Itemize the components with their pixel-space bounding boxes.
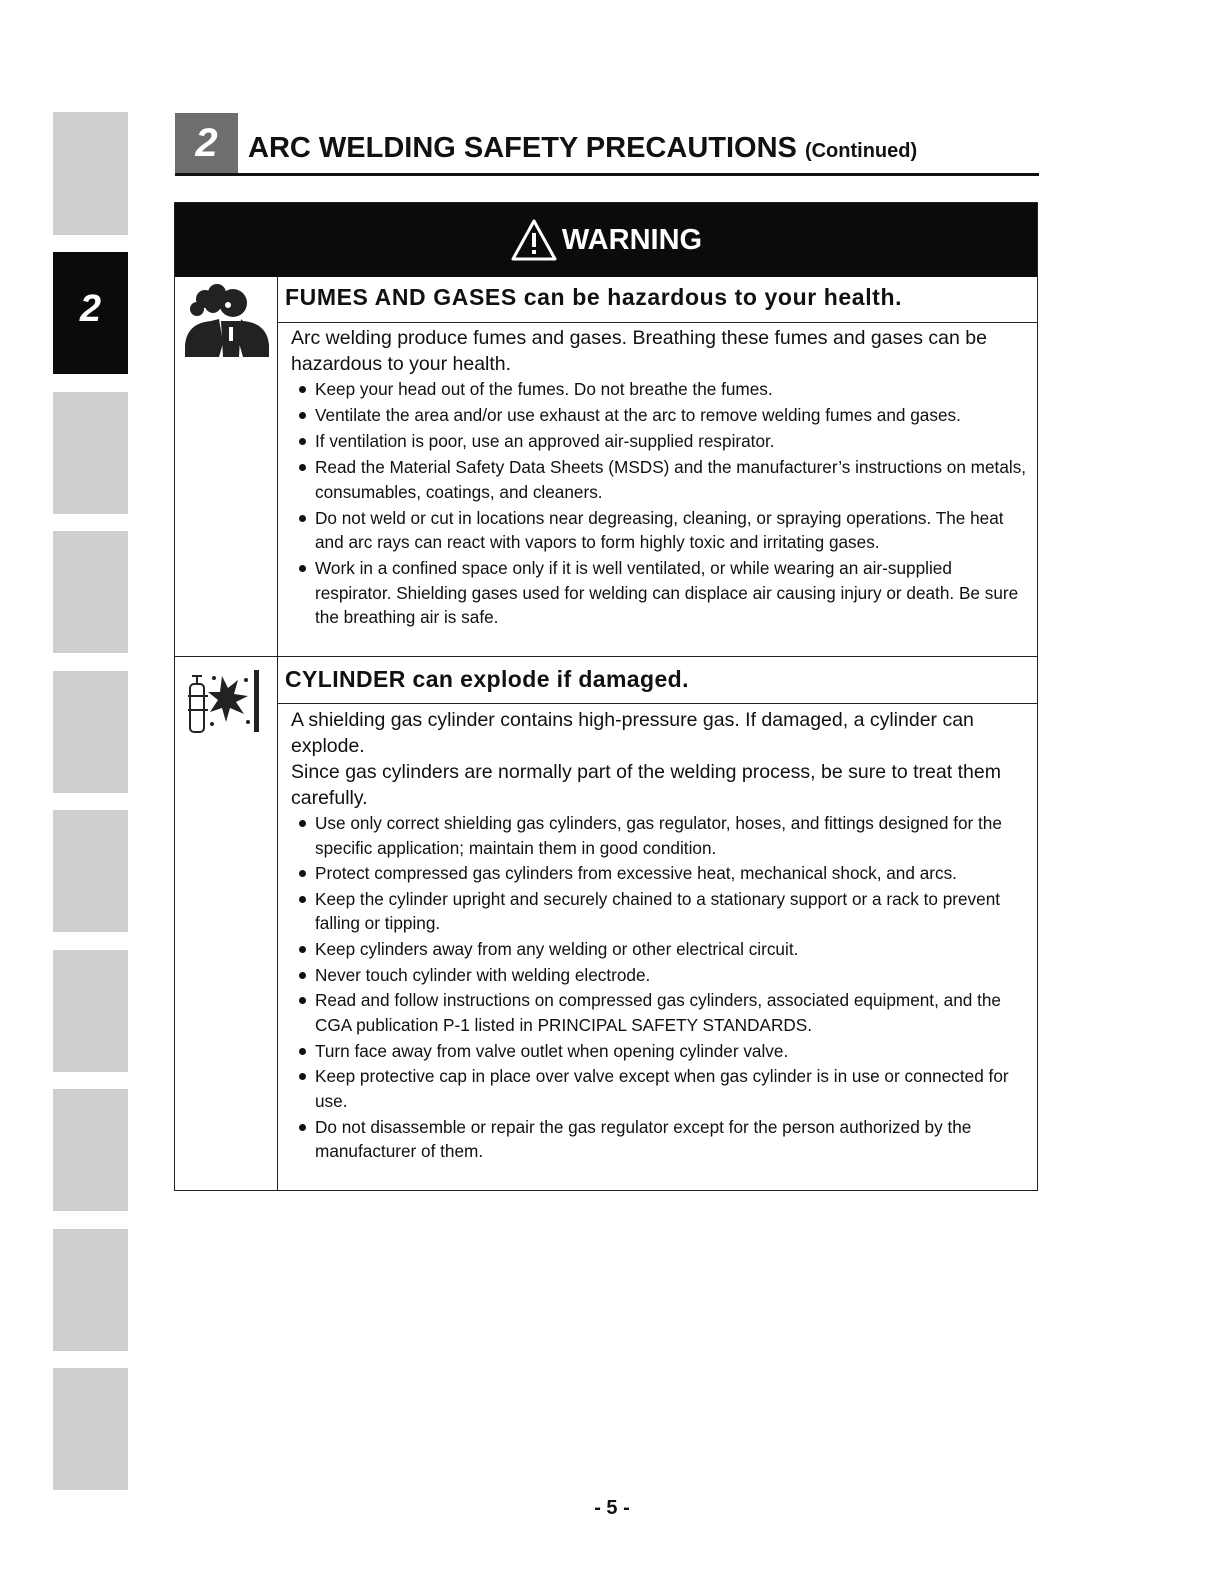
fumes-hazard-icon (183, 283, 271, 357)
chapter-tab-number: 2 (79, 288, 102, 330)
fumes-hazard-title: FUMES AND GASES can be hazardous to your health. (285, 284, 903, 310)
list-item: Keep the cylinder upright and securely chained to a stationary support or a rack to prevent falling or tipping. (291, 887, 1029, 936)
list-item: Do not disassemble or repair the gas regulator except for the person authorized by the manufacturer of them. (291, 1115, 1029, 1164)
chapter-tab (53, 671, 128, 793)
warning-triangle-icon (510, 218, 558, 262)
icon-column-divider (277, 277, 278, 1190)
chapter-tab (53, 112, 128, 235)
list-item: Use only correct shielding gas cylinders, gas regulator, hoses, and fittings designed for the specific application; maintain them in good condition. (291, 811, 1029, 860)
divider (175, 656, 1037, 657)
list-item: Keep protective cap in place over valve except when gas cylinder is in use or connected for use. (291, 1064, 1029, 1113)
chapter-tab (53, 531, 128, 653)
chapter-tab (53, 1368, 128, 1490)
section-continued-label: (Continued) (804, 140, 918, 162)
cylinder-intro-2: Since gas cylinders are normally part of the welding process, be sure to treat them carefully. (291, 761, 1001, 809)
list-item: Keep your head out of the fumes. Do not breathe the fumes. (291, 377, 1029, 402)
chapter-tab (53, 1229, 128, 1351)
list-item: Keep cylinders away from any welding or other electrical circuit. (291, 937, 1029, 962)
fumes-bullet-list (291, 377, 1029, 630)
cylinder-explosion-icon (186, 666, 266, 736)
cylinder-bullet-list (291, 811, 1029, 1164)
list-item: Turn face away from valve outlet when opening cylinder valve. (291, 1039, 1029, 1064)
list-item: Read and follow instructions on compressed gas cylinders, associated equipment, and the CGA publication P-1 listed in PRINCIPAL SAFETY STANDARDS. (291, 988, 1029, 1037)
cylinder-hazard-title: CYLINDER can explode if damaged. (285, 666, 689, 692)
divider (278, 703, 1037, 704)
divider (278, 322, 1037, 323)
list-item: Do not weld or cut in locations near degreasing, cleaning, or spraying operations. The heat and arc rays can react with vapors to form highly toxic and irritating gases. (291, 506, 1029, 555)
chapter-tab (53, 810, 128, 932)
section-underline (175, 173, 1039, 176)
list-item: Work in a confined space only if it is well ventilated, or while wearing an air-supplied respirator. Shielding gases used for welding can displace air causing injury or death. Be sure the breathing air is safe. (291, 556, 1029, 630)
list-item: Read the Material Safety Data Sheets (MSDS) and the manufacturer’s instructions on metals, consumables, coatings, and cleaners. (291, 455, 1029, 504)
warning-label: WARNING (561, 223, 703, 256)
chapter-tab-active (53, 252, 128, 374)
cylinder-intro-1: A shielding gas cylinder contains high-pressure gas. If damaged, a cylinder can explode. (291, 709, 974, 757)
section-number-box: 2 (175, 113, 238, 173)
fumes-intro: Arc welding produce fumes and gases. Breathing these fumes and gases can be hazardous to your health. (291, 327, 987, 375)
list-item: Protect compressed gas cylinders from excessive heat, mechanical shock, and arcs. (291, 861, 1029, 886)
section-title-text: ARC WELDING SAFETY PRECAUTIONS (248, 132, 797, 164)
cylinder-content (291, 707, 1029, 1165)
section-title (248, 130, 917, 169)
page-number: - 5 - (594, 1497, 630, 1519)
list-item: If ventilation is poor, use an approved air-supplied respirator. (291, 429, 1029, 454)
chapter-tab (53, 950, 128, 1072)
chapter-tab (53, 1089, 128, 1211)
fumes-content (291, 325, 1029, 631)
warning-header (175, 203, 1037, 277)
list-item: Never touch cylinder with welding electrode. (291, 963, 1029, 988)
chapter-tab (53, 392, 128, 514)
list-item: Ventilate the area and/or use exhaust at the arc to remove welding fumes and gases. (291, 403, 1029, 428)
